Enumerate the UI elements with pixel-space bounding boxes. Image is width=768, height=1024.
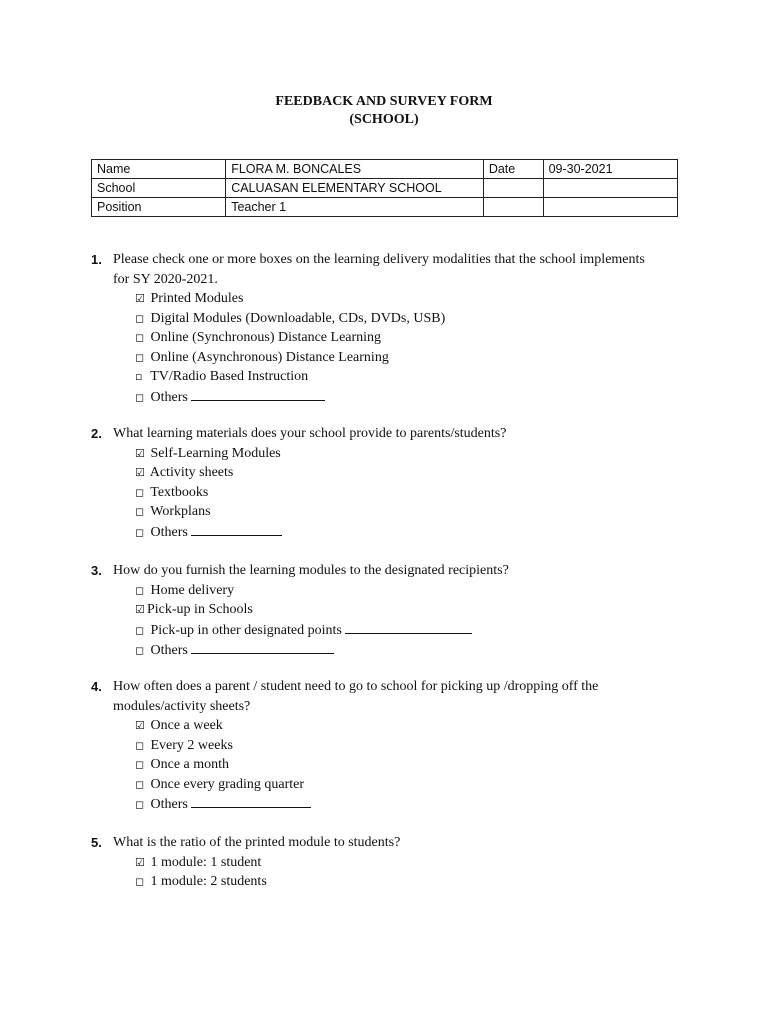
question-number: 4. [91, 679, 102, 694]
position-label: Position [92, 198, 226, 217]
checkbox-empty-icon[interactable]: ◻ [135, 505, 145, 518]
options-list [135, 716, 651, 815]
checkbox-checked-icon[interactable]: ☑ [135, 446, 145, 460]
others-blank-line[interactable] [191, 640, 334, 654]
option-label: Once every grading quarter [150, 776, 305, 792]
option-1-module-2-students[interactable] [135, 872, 651, 892]
checkbox-empty-icon[interactable]: ◻ [135, 350, 145, 364]
option-label: TV/Radio Based Instruction [150, 369, 309, 384]
question-2 [91, 424, 651, 542]
date-value: 09-30-2021 [543, 160, 677, 179]
option-pickup-schools[interactable] [135, 600, 651, 620]
option-others[interactable] [135, 640, 651, 661]
question-text: What learning materials does your school provide to parents/students? [113, 426, 507, 441]
checkbox-empty-icon[interactable]: ◻ [135, 738, 145, 752]
checkbox-empty-icon[interactable]: ◻ [135, 485, 145, 499]
empty-cell [483, 179, 543, 198]
option-others[interactable] [135, 794, 651, 815]
options-list [135, 289, 651, 407]
checkbox-empty-icon[interactable]: ◻ [135, 875, 145, 888]
checkbox-checked-icon[interactable]: ☑ [135, 466, 145, 479]
table-row [92, 160, 678, 179]
option-once-a-week[interactable] [135, 716, 651, 736]
question-number: 3. [91, 563, 102, 578]
question-number: 5. [91, 835, 102, 850]
question-text: How often does a parent / student need to go to school for picking up /dropping off the modules/activity sheets? [113, 679, 599, 714]
checkbox-checked-icon[interactable]: ☑ [135, 603, 145, 616]
question-5 [91, 833, 651, 892]
option-1-module-1-student[interactable] [135, 853, 651, 873]
school-label: School [92, 179, 226, 198]
option-online-asynchronous[interactable] [135, 348, 651, 368]
option-every-2-weeks[interactable] [135, 736, 651, 756]
option-label: 1 module: 2 students [150, 874, 267, 889]
others-blank-line[interactable] [191, 387, 325, 401]
info-table [91, 159, 678, 217]
option-label: Others [150, 389, 188, 405]
option-label: Pick-up in Schools [147, 602, 253, 617]
question-3 [91, 561, 651, 661]
option-label: Once a week [150, 718, 223, 733]
checkbox-empty-icon[interactable]: ◻ [135, 798, 145, 811]
option-workplans[interactable] [135, 502, 651, 522]
option-label: Once a month [150, 757, 230, 772]
option-label: Pick-up in other designated points [150, 622, 342, 638]
question-number: 2. [91, 426, 102, 441]
question-text: Please check one or more boxes on the learning delivery modalities that the school implements for SY 2020-2021. [113, 252, 645, 287]
checkbox-checked-icon[interactable]: ☑ [135, 292, 145, 305]
option-online-synchronous[interactable] [135, 328, 651, 348]
option-label: 1 module: 1 student [150, 854, 262, 870]
checkbox-empty-icon[interactable]: ◻ [135, 331, 145, 344]
option-textbooks[interactable] [135, 483, 651, 503]
question-text: What is the ratio of the printed module to students? [113, 835, 401, 850]
question-4 [91, 677, 651, 815]
checkbox-empty-icon[interactable]: ▫ [135, 370, 143, 383]
option-label: Self-Learning Modules [150, 445, 281, 461]
checkbox-empty-icon[interactable]: ◻ [135, 390, 145, 404]
option-others[interactable] [135, 522, 651, 543]
option-label: Printed Modules [150, 291, 244, 306]
option-tv-radio[interactable] [135, 367, 651, 387]
question-1 [91, 250, 651, 407]
empty-cell [543, 179, 677, 198]
option-label: Others [150, 524, 188, 540]
option-once-a-month[interactable] [135, 755, 651, 775]
option-once-every-grading-quarter[interactable] [135, 775, 651, 795]
option-label: Others [150, 797, 188, 812]
option-label: Others [150, 643, 188, 658]
table-row [92, 179, 678, 198]
name-value: FLORA M. BONCALES [226, 160, 484, 179]
checkbox-checked-icon[interactable]: ☑ [135, 855, 145, 869]
form-subtitle: (SCHOOL) [349, 112, 419, 127]
question-text: How do you furnish the learning modules to the designated recipients? [113, 563, 509, 578]
checkbox-empty-icon[interactable]: ◻ [135, 758, 145, 771]
other-points-blank-line[interactable] [345, 620, 472, 634]
option-label: Home delivery [150, 582, 235, 598]
option-home-delivery[interactable] [135, 581, 651, 601]
question-number: 1. [91, 252, 102, 267]
option-digital-modules[interactable] [135, 309, 651, 329]
option-activity-sheets[interactable] [135, 463, 651, 483]
school-value: CALUASAN ELEMENTARY SCHOOL [226, 179, 484, 198]
form-title: FEEDBACK AND SURVEY FORM [275, 94, 493, 109]
others-blank-line[interactable] [191, 794, 311, 808]
checkbox-checked-icon[interactable]: ☑ [135, 719, 145, 732]
checkbox-empty-icon[interactable]: ◻ [135, 623, 145, 637]
checkbox-empty-icon[interactable]: ◻ [135, 777, 145, 791]
option-label: Workplans [150, 504, 211, 519]
options-list [135, 581, 651, 661]
option-printed-modules[interactable] [135, 289, 651, 309]
empty-cell [543, 198, 677, 217]
option-label: Activity sheets [149, 465, 234, 480]
checkbox-empty-icon[interactable]: ◻ [135, 525, 145, 539]
option-label: Textbooks [150, 484, 209, 500]
option-others[interactable] [135, 387, 651, 408]
checkbox-empty-icon[interactable]: ◻ [135, 583, 145, 597]
option-pickup-other-points[interactable] [135, 620, 651, 641]
name-label: Name [92, 160, 226, 179]
others-blank-line[interactable] [191, 522, 282, 536]
option-label: Online (Synchronous) Distance Learning [150, 330, 382, 345]
checkbox-empty-icon[interactable]: ◻ [135, 311, 145, 325]
empty-cell [483, 198, 543, 217]
option-self-learning-modules[interactable] [135, 444, 651, 464]
table-row [92, 198, 678, 217]
options-list [135, 444, 651, 543]
checkbox-empty-icon[interactable]: ◻ [135, 644, 145, 657]
option-label: Every 2 weeks [150, 737, 233, 753]
position-value: Teacher 1 [226, 198, 484, 217]
options-list [135, 853, 651, 892]
date-label: Date [483, 160, 543, 179]
option-label: Online (Asynchronous) Distance Learning [150, 349, 389, 365]
option-label: Digital Modules (Downloadable, CDs, DVDs, USB) [150, 310, 446, 326]
